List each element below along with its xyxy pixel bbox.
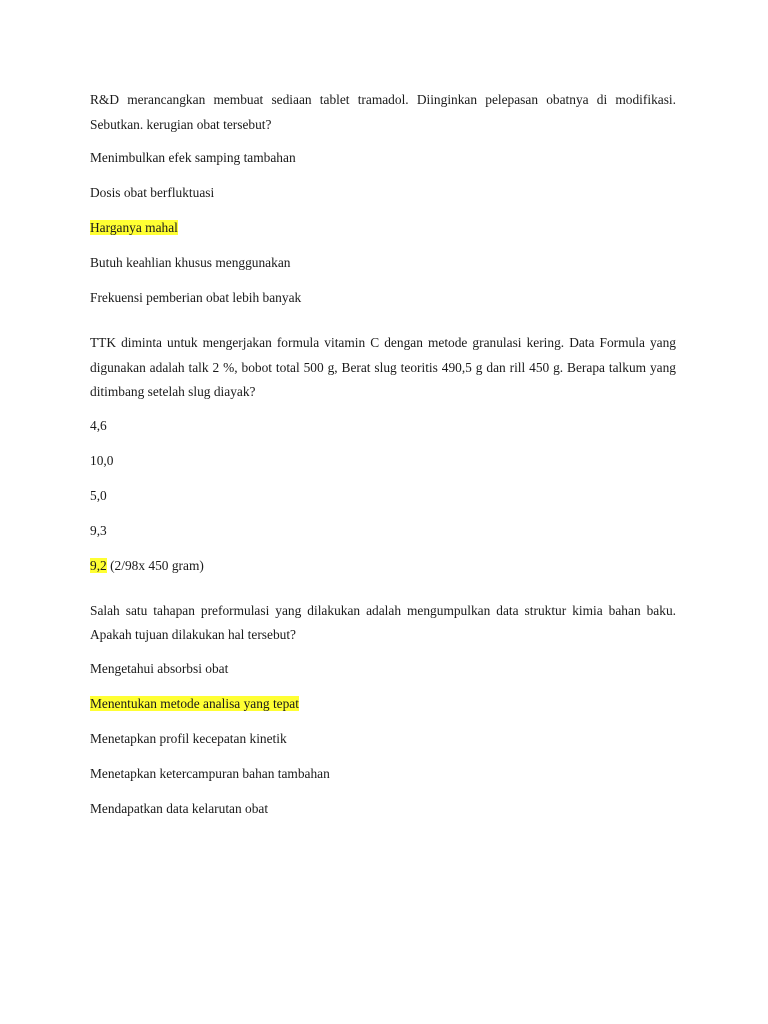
- answer-option: 9,3: [90, 522, 107, 538]
- answer-option-highlighted: [90, 554, 676, 578]
- question-block-2: [90, 331, 676, 578]
- question-block-1: [90, 88, 676, 310]
- answer-option: Dosis obat berfluktuasi: [90, 185, 215, 200]
- highlight: 9,2: [90, 557, 107, 573]
- answer-option: Menetapkan profil kecepatan kinetik: [90, 730, 287, 746]
- answer-option: 4,6: [90, 417, 107, 433]
- answer-option: Butuh keahlian khusus menggunakan: [90, 255, 291, 270]
- question-text: Salah satu tahapan preformulasi yang dilakukan adalah mengumpulkan data struktur kimia bahan baku. Apakah tujuan dilakukan hal tersebut?: [90, 602, 676, 642]
- answer-option: Mengetahui absorbsi obat: [90, 660, 229, 676]
- answer-option: Menetapkan ketercampuran bahan tambahan: [90, 765, 330, 781]
- answer-option: 5,0: [90, 487, 107, 503]
- answer-option: Frekuensi pemberian obat lebih banyak: [90, 290, 302, 305]
- highlight: Harganya mahal: [90, 220, 178, 235]
- answer-option-highlighted: [90, 216, 676, 240]
- answer-option: Menimbulkan efek samping tambahan: [90, 150, 296, 165]
- answer-option-highlighted: [90, 692, 676, 716]
- answer-note: (2/98x 450 gram): [106, 557, 204, 573]
- answer-option: 10,0: [90, 452, 114, 468]
- question-block-3: [90, 599, 676, 821]
- highlight: Menentukan metode analisa yang tepat: [90, 695, 299, 711]
- answer-option: Mendapatkan data kelarutan obat: [90, 800, 269, 816]
- question-text: R&D merancangkan membuat sediaan tablet tramadol. Diinginkan pelepasan obatnya di modifikasi. Sebutkan. kerugian obat tersebut?: [90, 92, 676, 132]
- question-text: TTK diminta untuk mengerjakan formula vitamin C dengan metode granulasi kering. Data Formula yang digunakan adalah talk 2 %, bobot total 500 g, Berat slug teoritis 490,5 g dan rill 450 g. Berapa talkum yang ditimbang setelah slug diayak?: [90, 335, 676, 399]
- document-page: [90, 88, 676, 832]
